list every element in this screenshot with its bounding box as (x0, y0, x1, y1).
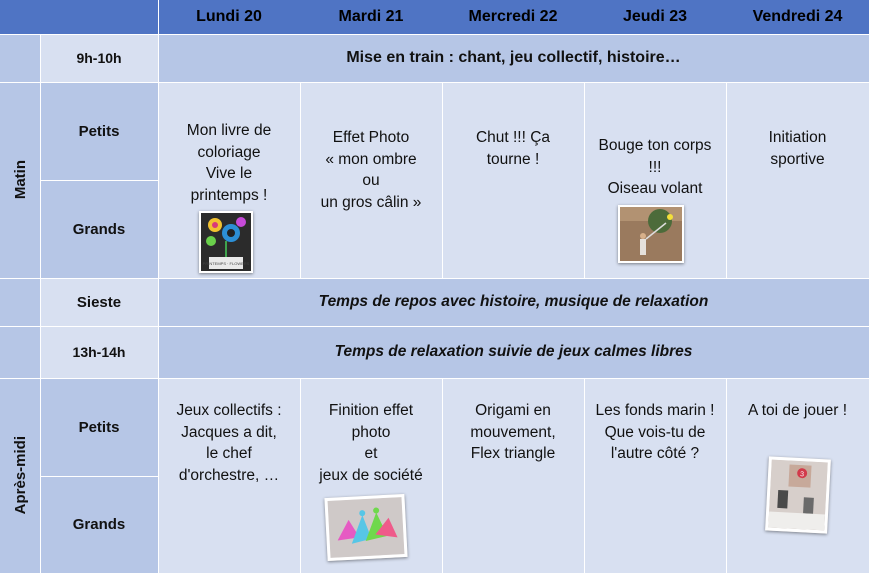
grid-line (584, 82, 585, 278)
grid-line (0, 278, 869, 279)
row-label-morning-grands: Grands (40, 180, 158, 278)
grid-line (300, 82, 301, 278)
grid-line (0, 34, 869, 35)
afternoon-activity-monday-text: Jeux collectifs : Jacques a dit, le chef d'orchestre, … (176, 402, 282, 484)
afternoon-activity-monday (158, 378, 300, 573)
header-corner (0, 0, 158, 34)
coloring-book-caption: PRINTEMPS · FLOWERS (202, 261, 250, 266)
morning-activity-friday (726, 82, 869, 278)
morning-activity-wednesday-text: Chut !!! Ça tourne ! (475, 129, 551, 168)
grid-line (0, 378, 869, 379)
grid-line (442, 82, 443, 278)
flying-bird-photo (618, 205, 684, 263)
row-label-afternoon-petits: Petits (40, 378, 158, 476)
grid-line (726, 378, 727, 573)
row-label-sieste: Sieste (40, 278, 158, 326)
grid-line (0, 326, 869, 327)
band-relaxation: Temps de relaxation suivie de jeux calmes libres (158, 326, 869, 378)
section-morning (0, 82, 40, 278)
morning-activity-friday-text: Initiation sportive (768, 129, 827, 168)
grid-line (584, 378, 585, 573)
afternoon-activity-wednesday (442, 378, 584, 573)
day-header-thursday: Jeudi 23 (584, 0, 726, 34)
row-label-afternoon-grands: Grands (40, 476, 158, 573)
afternoon-activity-thursday-text: Les fonds marin ! Que vois-tu de l'autre côté ? (595, 402, 715, 462)
morning-activity-tuesday (300, 82, 442, 278)
child-playing-icon (620, 207, 682, 261)
flower-craft-icon (201, 213, 251, 271)
grid-line (40, 34, 41, 573)
shadow-art-photo (324, 494, 407, 561)
section-morning-label: Matin (11, 160, 29, 200)
game-badge: 3 (799, 471, 805, 479)
game-photo (765, 456, 831, 533)
band-mise-en-train: Mise en train : chant, jeu collectif, histoire… (158, 34, 869, 82)
row-label-slot1: 9h-10h (40, 34, 158, 82)
section-top-spacer (0, 34, 40, 82)
day-header-wednesday: Mercredi 22 (442, 0, 584, 34)
afternoon-activity-thursday (584, 378, 726, 573)
section-mid-spacer (0, 278, 40, 378)
morning-activity-tuesday-text: Effet Photo « mon ombre ou un gros câlin » (320, 129, 422, 211)
morning-activity-thursday-text: Bouge ton corps !!! Oiseau volant (598, 137, 712, 197)
grid-line (300, 378, 301, 573)
day-header-friday: Vendredi 24 (726, 0, 869, 34)
row-label-morning-petits: Petits (40, 82, 158, 180)
coloring-book-photo (199, 211, 253, 273)
grid-line (40, 180, 158, 181)
morning-activity-wednesday (442, 82, 584, 278)
shadow-figures-icon (328, 497, 405, 558)
band-sieste: Temps de repos avec histoire, musique de relaxation (158, 278, 869, 326)
day-header-tuesday: Mardi 21 (300, 0, 442, 34)
afternoon-activity-wednesday-text: Origami en mouvement, Flex triangle (470, 402, 556, 462)
grid-line (442, 378, 443, 573)
section-afternoon (0, 378, 40, 573)
afternoon-activity-friday-text: A toi de jouer ! (747, 402, 848, 419)
section-afternoon-label: Après-midi (11, 436, 29, 515)
afternoon-activity-tuesday-text: Finition effet photo et jeux de société (319, 402, 423, 484)
day-header-monday: Lundi 20 (158, 0, 300, 34)
grid-line (726, 82, 727, 278)
morning-activity-monday-text: Mon livre de coloriage Vive le printemps ! (186, 122, 272, 204)
grid-line (158, 0, 159, 573)
row-label-slot2: 13h-14h (40, 326, 158, 378)
grid-line (40, 476, 158, 477)
grid-line (0, 82, 869, 83)
toy-figures-icon (768, 460, 827, 531)
